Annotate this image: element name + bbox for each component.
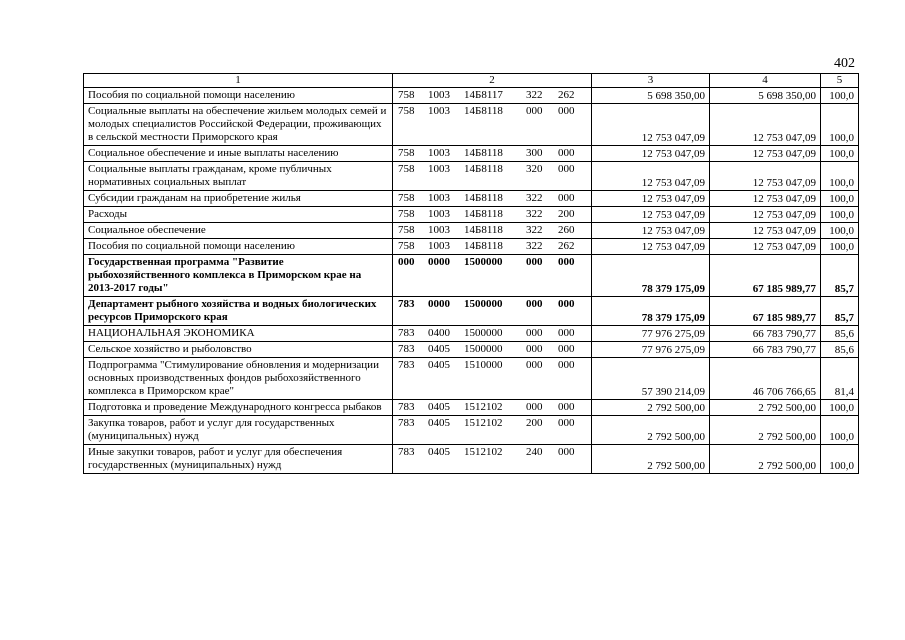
value-col-3: 5 698 350,00 [592, 88, 710, 104]
code-segment: 1003 [428, 105, 450, 117]
code-segment: 000 [558, 105, 575, 117]
code-segment: 14Б8118 [464, 240, 503, 252]
code-segment: 1512102 [464, 417, 503, 429]
row-name: Пособия по социальной помощи населению [84, 239, 393, 255]
code-segment: 000 [558, 163, 575, 175]
code-segment: 0405 [428, 401, 450, 413]
percent-col-5: 100,0 [821, 445, 859, 474]
table-row [84, 191, 859, 207]
value-col-3: 12 753 047,09 [592, 146, 710, 162]
percent-col-5: 85,6 [821, 326, 859, 342]
code-segment: 1500000 [464, 256, 503, 268]
code-segment: 000 [526, 256, 543, 268]
header-cell-1: 1 [84, 74, 393, 88]
percent-col-5: 85,7 [821, 255, 859, 297]
code-segment: 758 [398, 192, 415, 204]
code-segment: 0405 [428, 343, 450, 355]
code-segment: 758 [398, 224, 415, 236]
row-codes [393, 326, 592, 342]
row-codes [393, 358, 592, 400]
code-segment: 783 [398, 359, 415, 371]
value-col-3: 12 753 047,09 [592, 162, 710, 191]
row-name: Подпрограмма "Стимулирование обновления и модернизации основных производственных фондов рыбохозяйственного комплекса в Приморском крае" [84, 358, 393, 400]
row-name: Иные закупки товаров, работ и услуг для обеспечения государственных (муниципальных) нужд [84, 445, 393, 474]
header-cell-3: 3 [592, 74, 710, 88]
value-col-4: 12 753 047,09 [710, 191, 821, 207]
code-segment: 000 [558, 147, 575, 159]
value-col-4: 67 185 989,77 [710, 255, 821, 297]
row-codes [393, 445, 592, 474]
percent-col-5: 100,0 [821, 146, 859, 162]
code-segment: 1003 [428, 147, 450, 159]
code-segment: 262 [558, 240, 575, 252]
code-segment: 322 [526, 192, 543, 204]
code-segment: 1500000 [464, 298, 503, 310]
table-row [84, 146, 859, 162]
table-row [84, 358, 859, 400]
table-row [84, 400, 859, 416]
code-segment: 14Б8118 [464, 105, 503, 117]
percent-col-5: 100,0 [821, 400, 859, 416]
code-segment: 260 [558, 224, 575, 236]
code-segment: 783 [398, 343, 415, 355]
percent-col-5: 100,0 [821, 162, 859, 191]
row-codes [393, 239, 592, 255]
value-col-4: 12 753 047,09 [710, 223, 821, 239]
row-codes [393, 146, 592, 162]
code-segment: 14Б8118 [464, 163, 503, 175]
value-col-3: 2 792 500,00 [592, 400, 710, 416]
percent-col-5: 85,6 [821, 342, 859, 358]
code-segment: 758 [398, 147, 415, 159]
code-segment: 200 [558, 208, 575, 220]
row-codes [393, 297, 592, 326]
table-row [84, 416, 859, 445]
percent-col-5: 100,0 [821, 104, 859, 146]
row-name: Закупка товаров, работ и услуг для государственных (муниципальных) нужд [84, 416, 393, 445]
value-col-3: 77 976 275,09 [592, 342, 710, 358]
value-col-4: 67 185 989,77 [710, 297, 821, 326]
code-segment: 000 [558, 298, 575, 310]
percent-col-5: 100,0 [821, 239, 859, 255]
code-segment: 000 [526, 327, 543, 339]
value-col-3: 12 753 047,09 [592, 191, 710, 207]
row-name: Социальное обеспечение и иные выплаты населению [84, 146, 393, 162]
row-codes [393, 400, 592, 416]
code-segment: 1003 [428, 208, 450, 220]
row-name: Государственная программа "Развитие рыбохозяйственного комплекса в Приморском крае на 2013-2017 годы" [84, 255, 393, 297]
code-segment: 783 [398, 327, 415, 339]
code-segment: 000 [526, 401, 543, 413]
percent-col-5: 100,0 [821, 88, 859, 104]
code-segment: 000 [526, 105, 543, 117]
table-row [84, 239, 859, 255]
code-segment: 1500000 [464, 343, 503, 355]
table-row [84, 104, 859, 146]
row-codes [393, 342, 592, 358]
table-row [84, 223, 859, 239]
code-segment: 14Б8117 [464, 89, 503, 101]
code-segment: 783 [398, 298, 415, 310]
code-segment: 240 [526, 446, 543, 458]
code-segment: 300 [526, 147, 543, 159]
table-row [84, 297, 859, 326]
code-segment: 000 [558, 343, 575, 355]
code-segment: 783 [398, 401, 415, 413]
code-segment: 0000 [428, 256, 450, 268]
code-segment: 322 [526, 240, 543, 252]
code-segment: 0405 [428, 446, 450, 458]
row-name: Подготовка и проведение Международного конгресса рыбаков [84, 400, 393, 416]
code-segment: 14Б8118 [464, 224, 503, 236]
code-segment: 0000 [428, 298, 450, 310]
code-segment: 14Б8118 [464, 208, 503, 220]
value-col-3: 78 379 175,09 [592, 297, 710, 326]
percent-col-5: 85,7 [821, 297, 859, 326]
code-segment: 0405 [428, 359, 450, 371]
code-segment: 0405 [428, 417, 450, 429]
row-codes [393, 207, 592, 223]
value-col-4: 12 753 047,09 [710, 207, 821, 223]
code-segment: 1512102 [464, 401, 503, 413]
percent-col-5: 81,4 [821, 358, 859, 400]
code-segment: 322 [526, 224, 543, 236]
header-cell-4: 4 [710, 74, 821, 88]
header-cell-2: 2 [393, 74, 592, 88]
code-segment: 14Б8118 [464, 192, 503, 204]
value-col-4: 12 753 047,09 [710, 146, 821, 162]
code-segment: 758 [398, 208, 415, 220]
row-codes [393, 223, 592, 239]
header-row [84, 74, 859, 88]
value-col-3: 12 753 047,09 [592, 223, 710, 239]
code-segment: 758 [398, 163, 415, 175]
table-row [84, 326, 859, 342]
code-segment: 322 [526, 89, 543, 101]
row-name: Сельское хозяйство и рыболовство [84, 342, 393, 358]
code-segment: 1003 [428, 240, 450, 252]
code-segment: 000 [526, 359, 543, 371]
percent-col-5: 100,0 [821, 223, 859, 239]
value-col-4: 12 753 047,09 [710, 239, 821, 255]
value-col-4: 66 783 790,77 [710, 342, 821, 358]
table-row [84, 162, 859, 191]
value-col-3: 77 976 275,09 [592, 326, 710, 342]
row-name: Пособия по социальной помощи населению [84, 88, 393, 104]
code-segment: 1003 [428, 89, 450, 101]
row-codes [393, 88, 592, 104]
page-number: 402 [834, 56, 855, 71]
row-codes [393, 255, 592, 297]
code-segment: 000 [558, 359, 575, 371]
row-codes [393, 191, 592, 207]
code-segment: 000 [526, 343, 543, 355]
value-col-4: 12 753 047,09 [710, 104, 821, 146]
table-row [84, 342, 859, 358]
code-segment: 000 [558, 446, 575, 458]
value-col-3: 12 753 047,09 [592, 239, 710, 255]
code-segment: 14Б8118 [464, 147, 503, 159]
row-name: НАЦИОНАЛЬНАЯ ЭКОНОМИКА [84, 326, 393, 342]
code-segment: 320 [526, 163, 543, 175]
code-segment: 322 [526, 208, 543, 220]
percent-col-5: 100,0 [821, 416, 859, 445]
row-name: Департамент рыбного хозяйства и водных биологических ресурсов Приморского края [84, 297, 393, 326]
budget-table [83, 73, 859, 474]
code-segment: 758 [398, 89, 415, 101]
value-col-4: 2 792 500,00 [710, 400, 821, 416]
value-col-3: 12 753 047,09 [592, 207, 710, 223]
value-col-3: 57 390 214,09 [592, 358, 710, 400]
code-segment: 1003 [428, 224, 450, 236]
code-segment: 1510000 [464, 359, 503, 371]
row-codes [393, 416, 592, 445]
code-segment: 1512102 [464, 446, 503, 458]
value-col-4: 12 753 047,09 [710, 162, 821, 191]
table-row [84, 255, 859, 297]
code-segment: 262 [558, 89, 575, 101]
code-segment: 783 [398, 446, 415, 458]
table-row [84, 88, 859, 104]
percent-col-5: 100,0 [821, 191, 859, 207]
value-col-4: 46 706 766,65 [710, 358, 821, 400]
row-name: Социальное обеспечение [84, 223, 393, 239]
header-cell-5: 5 [821, 74, 859, 88]
code-segment: 1003 [428, 163, 450, 175]
value-col-4: 5 698 350,00 [710, 88, 821, 104]
value-col-3: 78 379 175,09 [592, 255, 710, 297]
row-codes [393, 104, 592, 146]
code-segment: 000 [558, 192, 575, 204]
value-col-3: 12 753 047,09 [592, 104, 710, 146]
table-row [84, 445, 859, 474]
code-segment: 0400 [428, 327, 450, 339]
code-segment: 000 [526, 298, 543, 310]
row-name: Субсидии гражданам на приобретение жилья [84, 191, 393, 207]
table-row [84, 207, 859, 223]
row-name: Социальные выплаты на обеспечение жильем молодых семей и молодых специалистов Российской Федерации, проживающих в сельской местности Приморского края [84, 104, 393, 146]
code-segment: 1500000 [464, 327, 503, 339]
row-name: Социальные выплаты гражданам, кроме публичных нормативных социальных выплат [84, 162, 393, 191]
code-segment: 758 [398, 105, 415, 117]
percent-col-5: 100,0 [821, 207, 859, 223]
code-segment: 1003 [428, 192, 450, 204]
code-segment: 200 [526, 417, 543, 429]
value-col-3: 2 792 500,00 [592, 445, 710, 474]
code-segment: 783 [398, 417, 415, 429]
row-codes [393, 162, 592, 191]
row-name: Расходы [84, 207, 393, 223]
code-segment: 000 [398, 256, 415, 268]
code-segment: 758 [398, 240, 415, 252]
value-col-4: 66 783 790,77 [710, 326, 821, 342]
value-col-4: 2 792 500,00 [710, 445, 821, 474]
code-segment: 000 [558, 401, 575, 413]
value-col-4: 2 792 500,00 [710, 416, 821, 445]
value-col-3: 2 792 500,00 [592, 416, 710, 445]
code-segment: 000 [558, 327, 575, 339]
code-segment: 000 [558, 256, 575, 268]
code-segment: 000 [558, 417, 575, 429]
